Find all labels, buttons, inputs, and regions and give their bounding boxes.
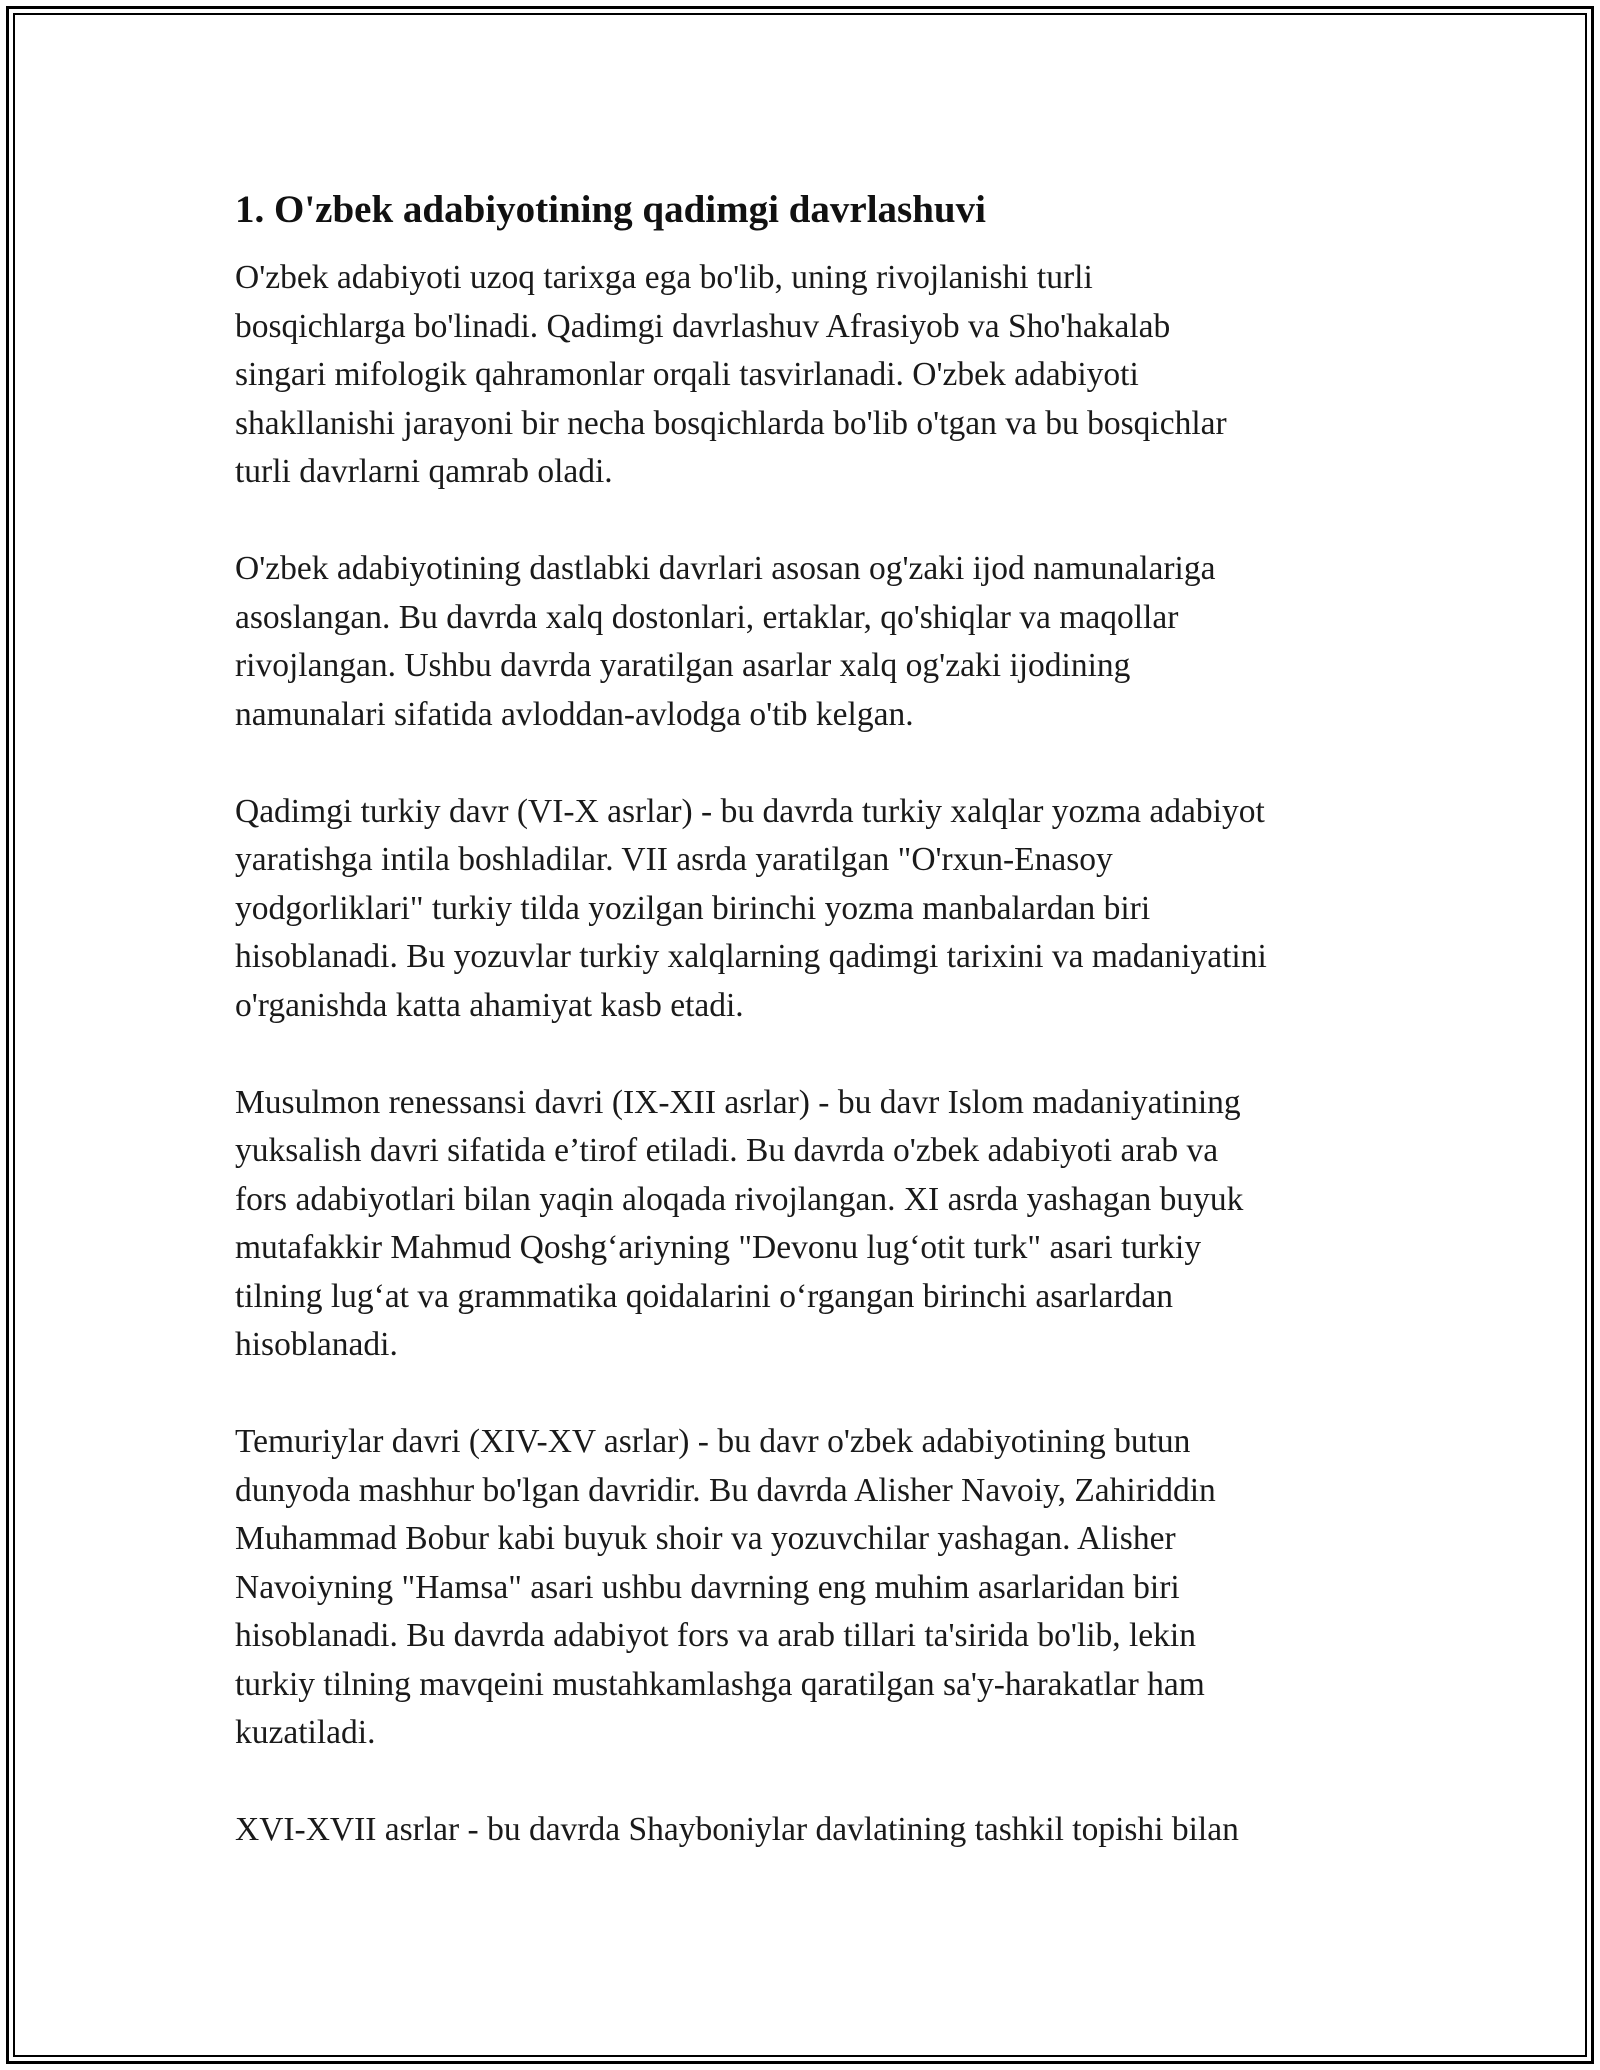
text-line: yaratishga intila boshladilar. VII asrda yaratilgan "O'rxun-Enasoy — [235, 841, 1113, 878]
paragraph-list — [235, 254, 1365, 1855]
text-line: Muhammad Bobur kabi buyuk shoir va yozuvchilar yashagan. Alisher — [235, 1520, 1176, 1557]
text-line: namunalari sifatida avloddan-avlodga o'tib kelgan. — [235, 695, 914, 733]
text-line: rivojlangan. Ushbu davrda yaratilgan asarlar xalq og'zaki ijodining — [235, 647, 1131, 684]
paragraph — [235, 1418, 1365, 1758]
text-line: bosqichlarga bo'linadi. Qadimgi davrlashuv Afrasiyob va Sho'hakalab — [235, 307, 1171, 345]
text-line: Navoiyning "Hamsa" asari ushbu davrning eng muhim asarlaridan biri — [235, 1568, 1180, 1606]
text-line: shakllanishi jarayoni bir necha bosqichlarda bo'lib o'tgan va bu bosqichlar — [235, 404, 1227, 442]
text-line: Musulmon renessansi davri (IX-XII asrlar) - bu davr Islom madaniyatining — [235, 1083, 1241, 1121]
text-line: asoslangan. Bu davrda xalq dostonlari, ertaklar, qo'shiqlar va maqollar — [235, 598, 1179, 636]
text-line: dunyoda mashhur bo'lgan davridir. Bu davrda Alisher Navoiy, Zahiriddin — [235, 1471, 1216, 1509]
text-line: O'zbek adabiyotining dastlabki davrlari asosan og'zaki ijod namunalariga — [235, 550, 1216, 587]
text-line: hisoblanadi. — [235, 1326, 398, 1363]
paragraph — [235, 788, 1365, 1031]
document-body — [235, 186, 1365, 1903]
text-line: tilning lug‘at va grammatika qoidalarini o‘rgangan birinchi asarlardan — [235, 1277, 1173, 1315]
section-heading: 1. O'zbek adabiyotining qadimgi davrlashuvi — [235, 188, 986, 231]
text-line: yodgorliklari" turkiy tilda yozilgan birinchi yozma manbalardan biri — [235, 889, 1151, 927]
text-line: o'rganishda katta ahamiyat kasb etadi. — [235, 986, 744, 1024]
text-line: XVI-XVII asrlar - bu davrda Shayboniylar davlatining tashkil topishi bilan — [235, 1811, 1239, 1848]
text-line: O'zbek adabiyoti uzoq tarixga ega bo'lib, uning rivojlanishi turli — [235, 259, 1093, 296]
text-line: Qadimgi turkiy davr (VI-X asrlar) - bu davrda turkiy xalqlar yozma adabiyot — [235, 792, 1265, 830]
paragraph — [235, 1079, 1365, 1370]
text-line: hisoblanadi. Bu yozuvlar turkiy xalqlarning qadimgi tarixini va madaniyatini — [235, 938, 1267, 975]
paragraph — [235, 254, 1365, 497]
text-line: fors adabiyotlari bilan yaqin aloqada rivojlangan. XI asrda yashagan buyuk — [235, 1180, 1244, 1218]
text-line: mutafakkir Mahmud Qoshg‘ariyning "Devonu lug‘otit turk" asari turkiy — [235, 1229, 1202, 1266]
text-line: turkiy tilning mavqeini mustahkamlashga qaratilgan sa'y-harakatlar ham — [235, 1665, 1205, 1703]
paragraph — [235, 545, 1365, 739]
text-line: kuzatiladi. — [235, 1714, 376, 1751]
text-line: singari mifologik qahramonlar orqali tasvirlanadi. O'zbek adabiyoti — [235, 356, 1139, 393]
text-line: turli davrlarni qamrab oladi. — [235, 453, 613, 490]
text-line: Temuriylar davri (XIV-XV asrlar) - bu davr o'zbek adabiyotining butun — [235, 1423, 1191, 1460]
text-line: hisoblanadi. Bu davrda adabiyot fors va arab tillari ta'sirida bo'lib, lekin — [235, 1617, 1196, 1654]
text-line: yuksalish davri sifatida e’tirof etiladi. Bu davrda o'zbek adabiyoti arab va — [235, 1132, 1219, 1169]
paragraph — [235, 1806, 1365, 1855]
